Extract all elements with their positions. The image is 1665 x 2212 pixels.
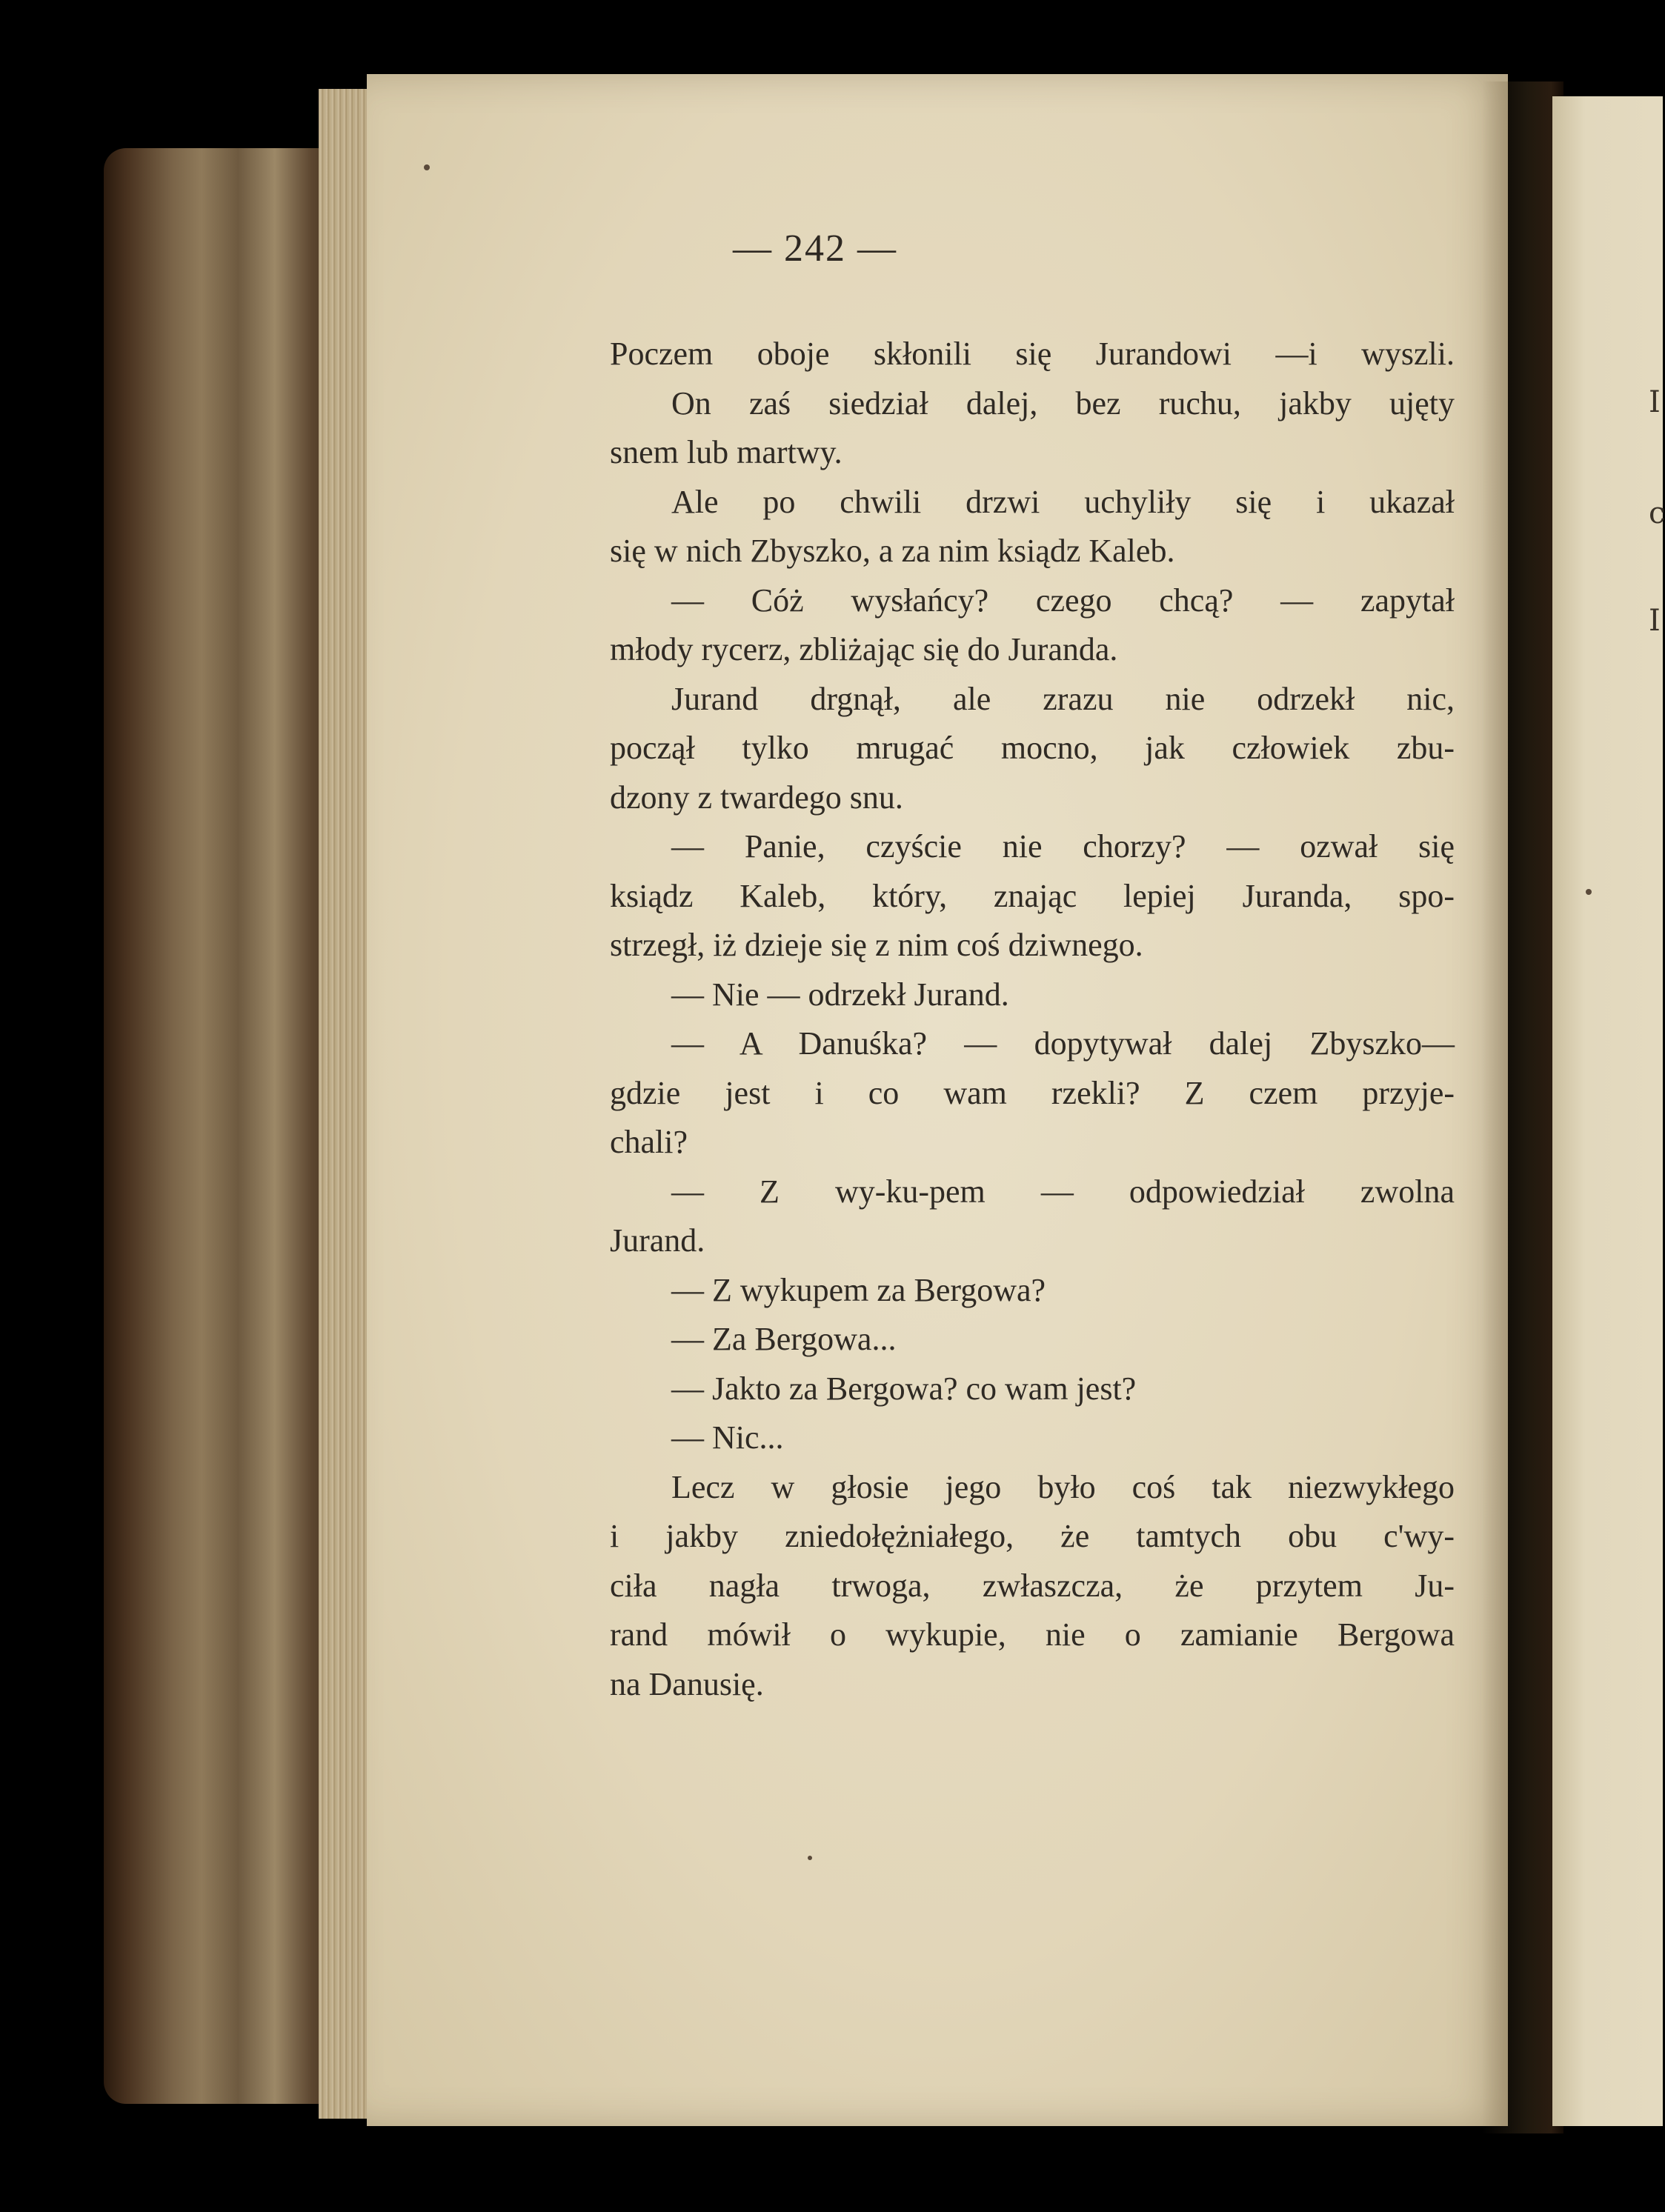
page-number: — 242 — xyxy=(733,227,897,270)
text-line: na Danusię. xyxy=(610,1665,764,1702)
facing-page xyxy=(1552,96,1663,2126)
text-line: — Z wy-ku-pem — odpowiedział zwolna xyxy=(671,1173,1455,1210)
text-line: młody rycerz, zbliżając się do Juranda. xyxy=(610,631,1118,667)
text-line: Poczem oboje skłonili się Jurandowi —i wyszli. xyxy=(610,336,1455,372)
facing-page-letter: c xyxy=(1649,496,1665,530)
text-line: On zaś siedział dalej, bez ruchu, jakby ujęty xyxy=(671,384,1455,422)
text-line: — A Danuśka? — dopytywał dalej Zbyszko— xyxy=(671,1025,1455,1062)
text-line: począł tylko mrugać mocno, jak człowiek zbu- xyxy=(610,730,1455,766)
text-line: — Panie, czyście nie chorzy? — ozwał się xyxy=(671,828,1455,865)
text-line: — Jakto za Bergowa? co wam jest? xyxy=(671,1370,1137,1407)
text-line: snem lub martwy. xyxy=(610,434,843,470)
text-line: — Nic... xyxy=(671,1419,784,1456)
text-line: chali? xyxy=(610,1124,688,1160)
facing-page-letter: I xyxy=(1649,604,1661,638)
text-line: ksiądz Kaleb, który, znając lepiej Juranda, spo- xyxy=(610,877,1455,914)
paper-speck xyxy=(1586,889,1592,895)
text-line: Ale po chwili drzwi uchyliły się i ukazał xyxy=(671,483,1455,520)
text-line: i jakby zniedołężniałego, że tamtych obu c'wy- xyxy=(610,1518,1455,1554)
book-spine xyxy=(104,148,348,2104)
text-line: — Za Bergowa... xyxy=(671,1321,897,1357)
text-line: dzony z twardego snu. xyxy=(610,779,903,816)
body-text xyxy=(610,330,1455,1709)
text-line: — Cóż wysłańcy? czego chcą? — zapytał xyxy=(671,582,1455,619)
text-line: strzegł, iż dzieje się z nim coś dziwnego. xyxy=(610,927,1143,963)
paper-speck xyxy=(808,1856,812,1860)
text-line: Jurand drgnął, ale zrazu nie odrzekł nic, xyxy=(671,680,1455,717)
text-line: — Nie — odrzekł Jurand. xyxy=(671,976,1009,1013)
text-line: się w nich Zbyszko, a za nim ksiądz Kaleb. xyxy=(610,533,1175,569)
text-line: — Z wykupem za Bergowa? xyxy=(671,1271,1046,1308)
paper-speck xyxy=(424,164,430,170)
text-line: Lecz w głosie jego było coś tak niezwykłego xyxy=(671,1468,1455,1505)
facing-page-letter: I xyxy=(1649,385,1661,419)
page-gutter xyxy=(1482,81,1563,2133)
text-line: Jurand. xyxy=(610,1222,705,1259)
text-line: gdzie jest i co wam rzekli? Z czem przyje- xyxy=(610,1074,1455,1111)
text-line: rand mówił o wykupie, nie o zamianie Bergowa xyxy=(610,1616,1455,1653)
text-line: ciła nagła trwoga, zwłaszcza, że przytem Ju- xyxy=(610,1567,1455,1604)
